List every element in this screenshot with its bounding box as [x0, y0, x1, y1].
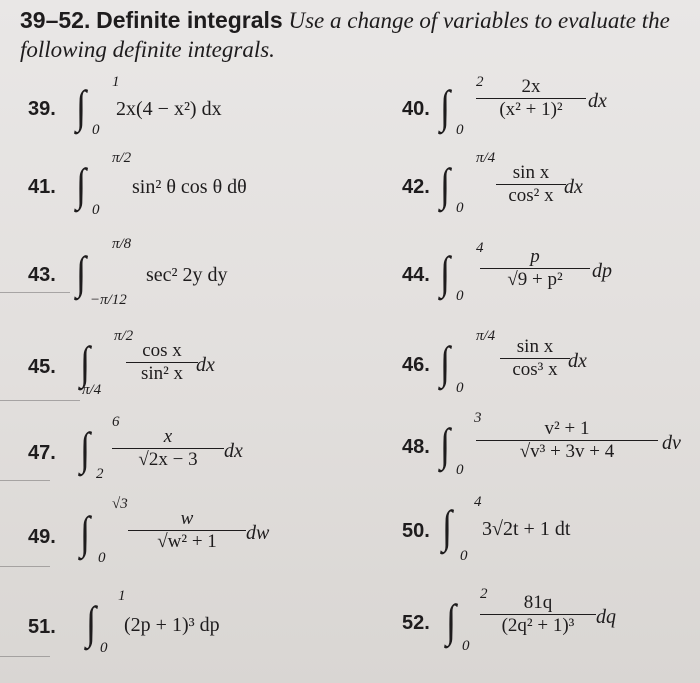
problem-50 [402, 494, 692, 564]
upper-limit: 2 [480, 586, 488, 602]
denominator: cos³ x [512, 359, 558, 380]
problem-39 [28, 74, 328, 142]
numerator: x [163, 426, 173, 447]
denominator: cos² x [508, 185, 554, 206]
problem-number: 47. [28, 442, 56, 464]
upper-limit: 4 [476, 240, 484, 256]
problem-number: 44. [402, 264, 430, 286]
lower-limit: 0 [456, 288, 464, 304]
upper-limit: π/2 [112, 150, 132, 166]
numerator: 2x [521, 76, 541, 97]
pencil-mark [0, 480, 50, 481]
differential: dx [588, 90, 607, 112]
problem-48 [402, 410, 697, 478]
problem-40 [402, 76, 692, 136]
problem-46 [402, 328, 692, 396]
problem-45 [28, 328, 348, 398]
problem-number: 43. [28, 264, 56, 286]
upper-limit: 2 [476, 74, 484, 90]
problem-number: 49. [28, 526, 56, 548]
upper-limit: 6 [112, 414, 120, 430]
problem-number: 45. [28, 356, 56, 378]
numerator: p [530, 246, 540, 267]
differential: dp [592, 260, 612, 282]
section-header [20, 6, 690, 64]
section-instruction: Use a change of variables to evaluate the [288, 8, 670, 33]
integrand: (2p + 1)³ dp [124, 614, 220, 636]
numerator: w [180, 508, 194, 529]
integral-sign: ∫ [440, 337, 451, 388]
denominator: √w² + 1 [157, 531, 217, 552]
fraction [496, 162, 566, 207]
integral-sign: ∫ [76, 247, 87, 298]
differential: dq [596, 606, 616, 628]
pencil-mark [0, 400, 80, 401]
numerator: 81q [523, 592, 553, 613]
numerator: v² + 1 [544, 418, 590, 439]
lower-limit: 0 [456, 122, 464, 138]
integrand: sin² θ cos θ dθ [132, 176, 247, 198]
differential: dx [564, 176, 583, 198]
integral-sign: ∫ [440, 159, 451, 210]
integrand: 3√2t + 1 dt [482, 518, 571, 540]
numerator: sin x [516, 336, 554, 357]
denominator: (x² + 1)² [499, 99, 563, 120]
differential: dx [196, 354, 215, 376]
problem-number: 51. [28, 616, 56, 638]
problem-number: 39. [28, 98, 56, 120]
upper-limit: 1 [112, 74, 120, 90]
integral-sign: ∫ [440, 81, 451, 132]
lower-limit: 0 [100, 640, 108, 656]
integral-sign: ∫ [80, 337, 91, 388]
upper-limit: π/2 [114, 328, 134, 344]
fraction [476, 418, 658, 463]
problem-52 [402, 586, 692, 654]
lower-limit: π/4 [82, 382, 102, 398]
pencil-mark [0, 656, 50, 657]
lower-limit: 0 [92, 202, 100, 218]
section-number: 39–52. [20, 7, 91, 33]
integral-sign: ∫ [440, 419, 451, 470]
integral-sign: ∫ [76, 81, 87, 132]
upper-limit: 3 [474, 410, 482, 426]
denominator: √2x − 3 [138, 449, 198, 470]
lower-limit: 0 [456, 200, 464, 216]
differential: dv [662, 432, 681, 454]
fraction [126, 340, 198, 385]
problem-44 [402, 240, 692, 304]
integral-sign: ∫ [80, 507, 91, 558]
problem-number: 50. [402, 520, 430, 542]
problem-number: 40. [402, 98, 430, 120]
differential: dw [246, 522, 270, 544]
lower-limit: 0 [456, 380, 464, 396]
fraction [480, 246, 590, 291]
problem-number: 48. [402, 436, 430, 458]
problem-51 [28, 588, 348, 656]
denominator: √v³ + 3v + 4 [519, 441, 615, 462]
lower-limit: −π/12 [90, 292, 127, 308]
integrand: sec² 2y dy [146, 264, 228, 286]
problem-43 [28, 236, 348, 308]
integral-sign: ∫ [440, 247, 451, 298]
lower-limit: 2 [96, 466, 104, 482]
lower-limit: 0 [456, 462, 464, 478]
upper-limit: π/4 [476, 328, 496, 344]
problem-42 [402, 150, 692, 216]
denominator: (2q² + 1)³ [501, 615, 575, 636]
upper-limit: π/4 [476, 150, 496, 166]
fraction [480, 592, 596, 637]
pencil-mark [0, 566, 50, 567]
section-instruction-cont: following definite integrals. [20, 37, 275, 62]
lower-limit: 0 [92, 122, 100, 138]
numerator: sin x [512, 162, 550, 183]
upper-limit: √3 [112, 496, 128, 512]
section-title: Definite integrals [96, 7, 283, 33]
upper-limit: 1 [118, 588, 126, 604]
problem-number: 52. [402, 612, 430, 634]
integral-sign: ∫ [86, 597, 97, 648]
differential: dx [224, 440, 243, 462]
problem-number: 42. [402, 176, 430, 198]
integral-sign: ∫ [446, 595, 457, 646]
integral-sign: ∫ [80, 423, 91, 474]
problem-number: 46. [402, 354, 430, 376]
differential: dx [568, 350, 587, 372]
lower-limit: 0 [460, 548, 468, 564]
pencil-mark [0, 292, 70, 293]
denominator: √9 + p² [507, 269, 563, 290]
problem-47 [28, 414, 348, 482]
fraction [500, 336, 570, 381]
lower-limit: 0 [462, 638, 470, 654]
integral-sign: ∫ [442, 501, 453, 552]
fraction [128, 508, 246, 553]
numerator: cos x [142, 340, 182, 361]
denominator: sin² x [140, 363, 184, 384]
upper-limit: 4 [474, 494, 482, 510]
fraction [112, 426, 224, 471]
problem-41 [28, 150, 348, 218]
lower-limit: 0 [98, 550, 106, 566]
problem-49 [28, 496, 348, 566]
integrand: 2x(4 − x²) dx [116, 98, 222, 120]
upper-limit: π/8 [112, 236, 132, 252]
integral-sign: ∫ [76, 159, 87, 210]
problem-number: 41. [28, 176, 56, 198]
fraction [476, 76, 586, 121]
